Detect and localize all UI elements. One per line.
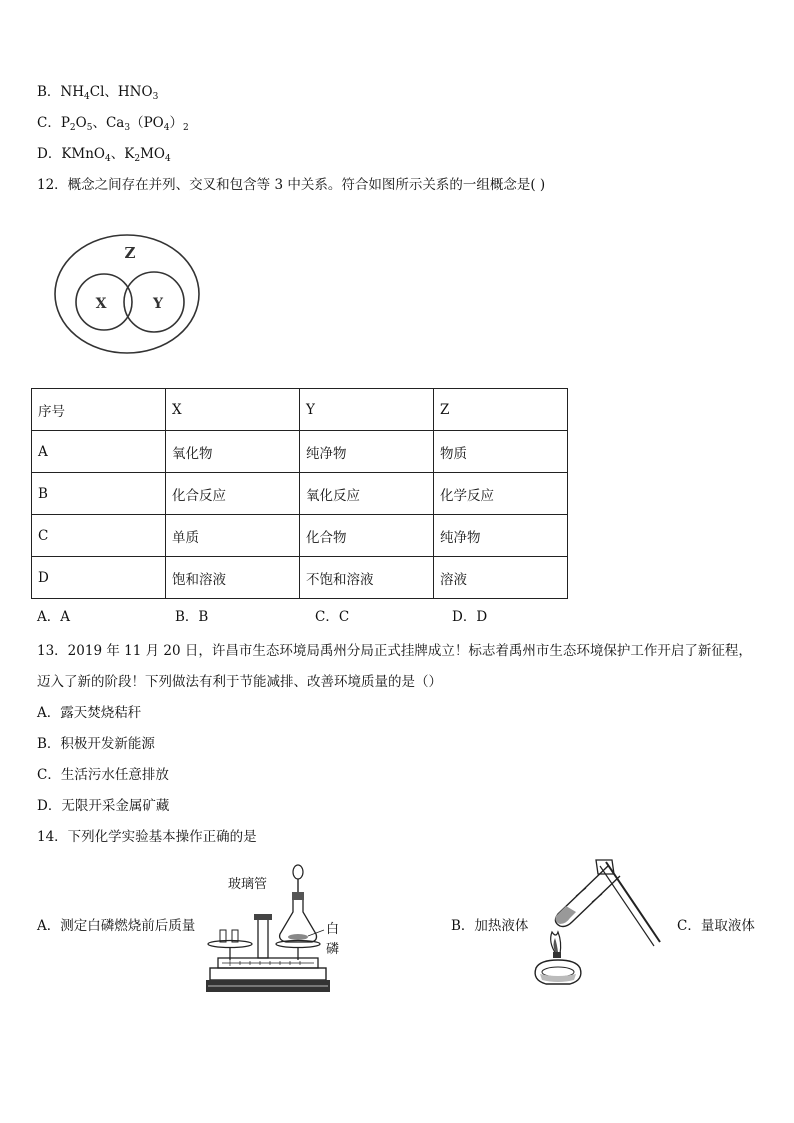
q13-stem-line2: 迈入了新的阶段！下列做法有利于节能减排、改善环境质量的是（） xyxy=(37,674,442,690)
table-cell: B xyxy=(32,473,166,515)
venn-label-x: X xyxy=(95,296,107,312)
table-cell: 纯净物 xyxy=(300,431,434,473)
q14-option-a: A．测定白磷燃烧前后质量 xyxy=(37,918,196,934)
phosphorus-label: 磷 xyxy=(326,942,340,957)
q11-option-d: D．KMnO$_4$、$K_2MO_4$ xyxy=(37,146,171,164)
q12-answer-table xyxy=(31,388,568,599)
q12-stem: 12．概念之间存在并列、交叉和包含等 3 中关系。符合如图所示关系的一组概念是( ) xyxy=(37,177,546,193)
balance-flask-illustration xyxy=(200,862,350,997)
q13-option-a: A．露天焚烧秸秆 xyxy=(37,705,142,721)
glass-tube-label: 玻璃管 xyxy=(228,877,268,892)
table-cell: 溶液 xyxy=(434,557,568,599)
q14-option-c: C．量取液体 xyxy=(677,918,755,934)
q12-option-a: A．A xyxy=(37,609,70,625)
table-cell: 化合反应 xyxy=(166,473,300,515)
table-cell: 单质 xyxy=(166,515,300,557)
table-header-row xyxy=(32,389,568,431)
table-cell: 纯净物 xyxy=(434,515,568,557)
q12-option-d: D．D xyxy=(452,609,488,625)
table-header-cell: X xyxy=(166,389,300,431)
table-cell: 不饱和溶液 xyxy=(300,557,434,599)
q12-option-b: B．B xyxy=(175,609,209,625)
q13-stem-line1: 13．2019 年 11 月 20 日，许昌市生态环境局禹州分局正式挂牌成立！标志着禹州市生态环境保护工作开启了新征程， xyxy=(37,643,752,659)
q13-option-b: B．积极开发新能源 xyxy=(37,736,155,752)
table-cell: 氧化物 xyxy=(166,431,300,473)
table-cell: A xyxy=(32,431,166,473)
q14-option-b: B．加热液体 xyxy=(451,918,529,934)
table-cell: C xyxy=(32,515,166,557)
table-row xyxy=(32,431,568,473)
table-header-cell: Y xyxy=(300,389,434,431)
table-row xyxy=(32,515,568,557)
q12-option-c: C．C xyxy=(315,609,350,625)
q14-stem: 14．下列化学实验基本操作正确的是 xyxy=(37,829,257,845)
table-cell: 氧化反应 xyxy=(300,473,434,515)
table-row xyxy=(32,557,568,599)
table-cell: 化合物 xyxy=(300,515,434,557)
table-header-cell: 序号 xyxy=(32,389,166,431)
venn-diagram xyxy=(52,230,204,356)
q13-option-c: C．生活污水任意排放 xyxy=(37,767,169,783)
table-header-cell: Z xyxy=(434,389,568,431)
table-cell: 化学反应 xyxy=(434,473,568,515)
table-cell: D xyxy=(32,557,166,599)
table-row xyxy=(32,473,568,515)
heating-liquid-illustration xyxy=(528,856,668,992)
white-label: 白 xyxy=(326,922,340,937)
q11-option-b: B．$NH_4Cl$、$HNO_3$ xyxy=(37,84,159,102)
q11-option-c: C．$P_2O_5$、$Ca_3(PO_4)_2$ xyxy=(37,115,189,133)
q13-option-d: D．无限开采金属矿藏 xyxy=(37,798,170,814)
venn-label-y: Y xyxy=(153,296,163,312)
venn-label-z: Z xyxy=(124,244,136,262)
table-cell: 饱和溶液 xyxy=(166,557,300,599)
table-cell: 物质 xyxy=(434,431,568,473)
